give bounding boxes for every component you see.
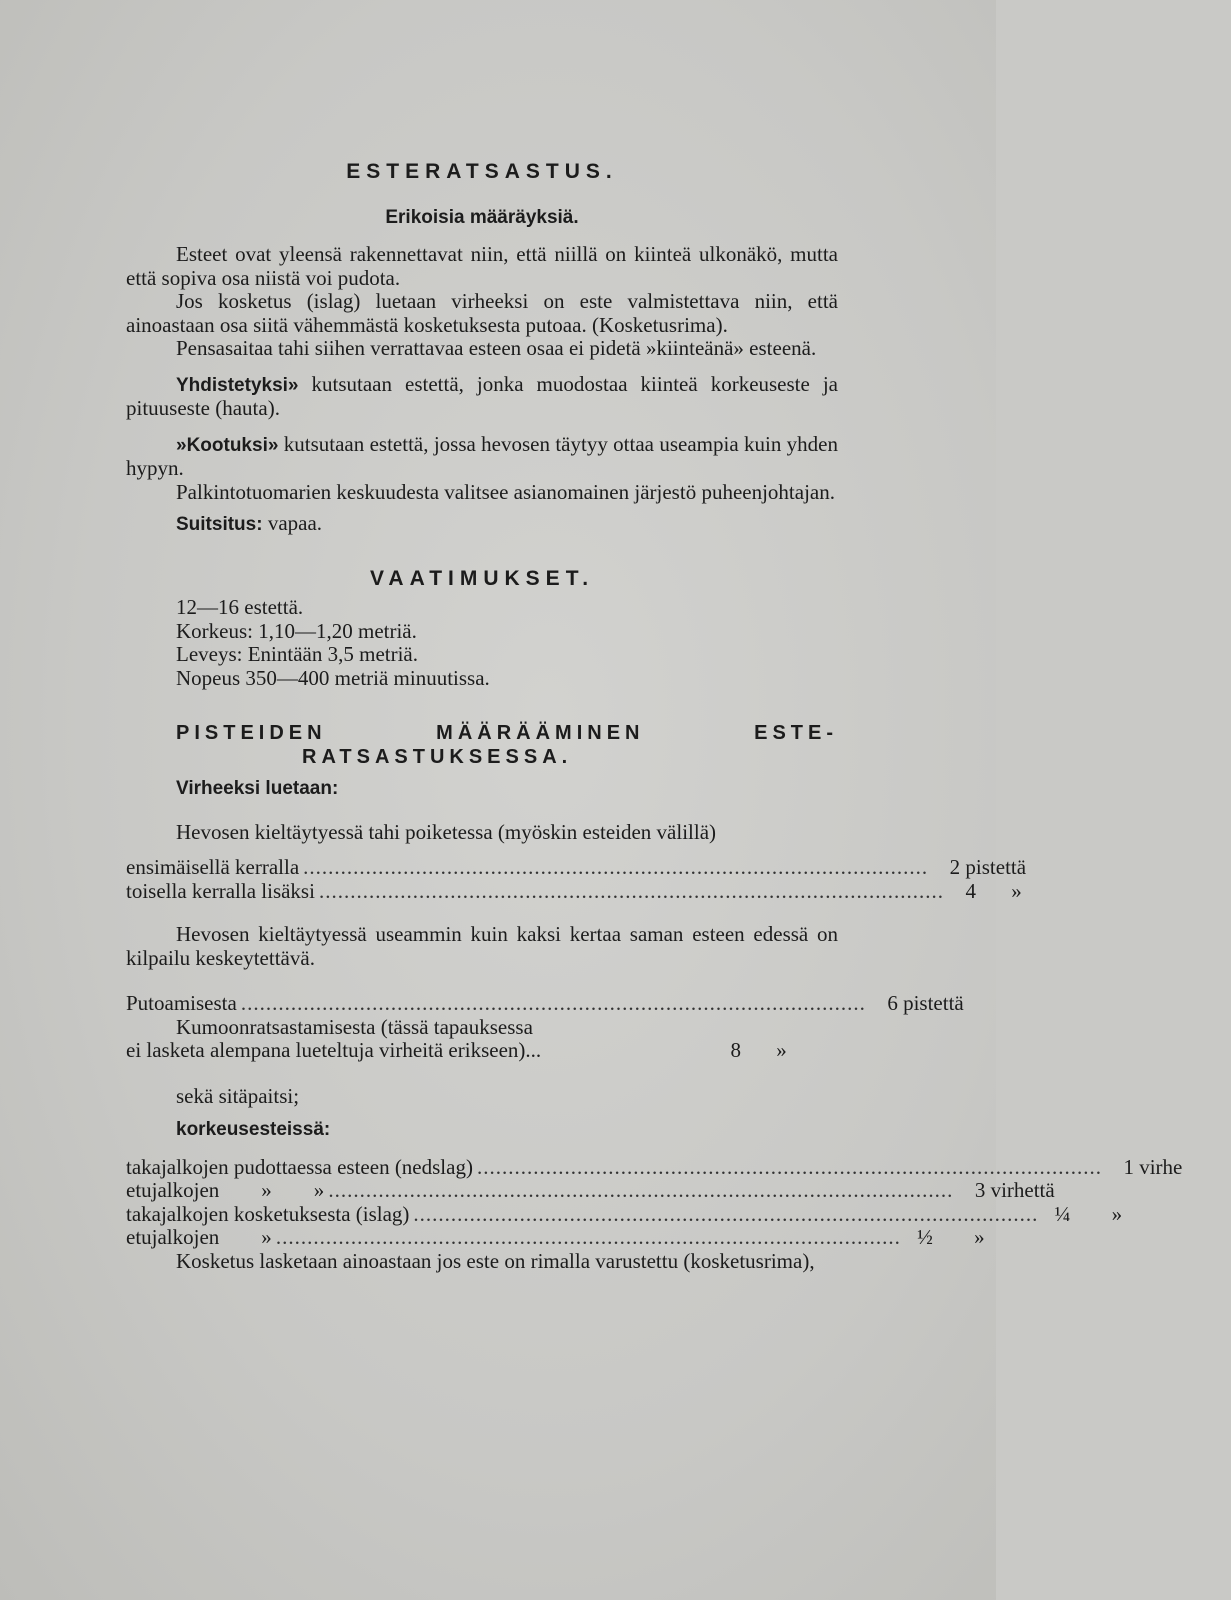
height-obstacles-label: korkeusesteissä: bbox=[176, 1119, 331, 1140]
requirement-line: Nopeus 350—400 metriä minuutissa. bbox=[176, 665, 490, 690]
dot-leader: .................................................................................................... bbox=[318, 878, 944, 903]
dot-leader: .................................................................................................... bbox=[413, 1201, 1039, 1226]
requirements-heading: VAATIMUKSET. bbox=[369, 566, 595, 590]
paragraph-compound bbox=[126, 433, 838, 481]
rider-fall-line1: Kumoonratsastamisesta (tässä tapauksessa bbox=[176, 1014, 533, 1039]
requirement-line: Korkeus: 1,10—1,20 metriä. bbox=[176, 618, 417, 643]
faults-label: Virheeksi luetaan: bbox=[176, 778, 339, 799]
section-subtitle: Erikoisia määräyksiä. bbox=[385, 206, 579, 228]
score-row-rider-fall: ei lasketa alempana lueteltuja virheitä erikseen)... 8 » bbox=[126, 1038, 787, 1062]
term-compound: »Kootuksi» bbox=[176, 434, 279, 456]
dot-leader: .................................................................................................... bbox=[240, 991, 866, 1015]
paragraph-touch-note: Kosketus lasketaan ainoastaan jos este on rimalla varustettu (kosketusrima), bbox=[176, 1248, 815, 1273]
text-column bbox=[126, 160, 1183, 1273]
requirement-line: Leveys: Enintään 3,5 metriä. bbox=[176, 642, 419, 666]
scoring-heading bbox=[126, 722, 838, 769]
dot-leader: .................................................................................................... bbox=[476, 1154, 1102, 1179]
besides-text: sekä sitäpaitsi; bbox=[176, 1083, 300, 1108]
dot-leader: .................................................................................................... bbox=[275, 1225, 901, 1249]
paragraph-multiple-refusals: Hevosen kieltäytyessä useammin kuin kaksi kertaa saman esteen edessä on kilpailu keskeytettävä. bbox=[126, 922, 838, 970]
bridle-value: vapaa. bbox=[262, 511, 323, 535]
term-combined: Yhdistetyksi» bbox=[176, 374, 299, 396]
paragraph-touch: Jos kosketus (islag) luetaan virheeksi on este valmistettava niin, että ainoastaan osa siitä vähemmästä kosketuksesta putoaa. (Kosketusrima). bbox=[126, 289, 838, 337]
requirements-list bbox=[126, 596, 838, 690]
scoring-heading-line2: RATSASTUKSESSA. bbox=[302, 745, 573, 768]
score-row: takajalkojen pudottaessa esteen (nedslag) .................................................................................................... 1 virhe bbox=[126, 1154, 1183, 1179]
term-bridle: Suitsitus: bbox=[176, 514, 263, 535]
dot-leader: .................................................................................................... bbox=[328, 1178, 954, 1202]
definition-compound: kutsutaan estettä, jossa hevosen täytyy ottaa useampia kuin yhden hypyn. bbox=[126, 431, 838, 480]
paragraph-combined bbox=[126, 373, 838, 421]
dot-leader: .................................................................................................... bbox=[303, 855, 929, 879]
paragraph-bridle bbox=[126, 512, 838, 537]
requirement-line: 12—16 estettä. bbox=[176, 595, 304, 619]
score-row: etujalkojen » .................................................................................................... ½ » bbox=[126, 1225, 985, 1249]
page-title: ESTERATSASTUS. bbox=[346, 160, 618, 183]
paragraph-hedge: Pensasaitaa tahi siihen verrattavaa esteen osaa ei pidetä »kiinteänä» esteenä. bbox=[176, 336, 817, 360]
score-row: takajalkojen kosketuksesta (islag) .................................................................................................... ¼ » bbox=[126, 1201, 1123, 1226]
score-row: etujalkojen » » .................................................................................................... 3 virhettä bbox=[126, 1178, 1055, 1202]
paragraph-refusal: Hevosen kieltäytyessä tahi poiketessa (myöskin esteiden välillä) bbox=[176, 819, 717, 844]
score-row: ensimäisellä kerralla .................................................................................................... 2 pistettä bbox=[126, 855, 1027, 879]
scoring-heading-line1: PISTEIDEN MÄÄRÄÄMINEN ESTE- bbox=[176, 722, 838, 744]
score-row-fall: Putoamisesta .................................................................................................... 6 pistettä bbox=[126, 991, 964, 1015]
definition-combined: kutsutaan estettä, jonka muodostaa kiinteä korkeuseste ja pituuseste (hauta). bbox=[126, 371, 838, 420]
score-row: toisella kerralla lisäksi .................................................................................................... 4 » bbox=[126, 878, 1022, 903]
paragraph-judges: Palkintotuomarien keskuudesta valitsee asianomainen järjestö puheenjohtajan. bbox=[176, 479, 835, 504]
paragraph-obstacles: Esteet ovat yleensä rakennettavat niin, että niillä on kiinteä ulkonäkö, mutta että sopiva osa niistä voi pudota. bbox=[126, 242, 838, 290]
